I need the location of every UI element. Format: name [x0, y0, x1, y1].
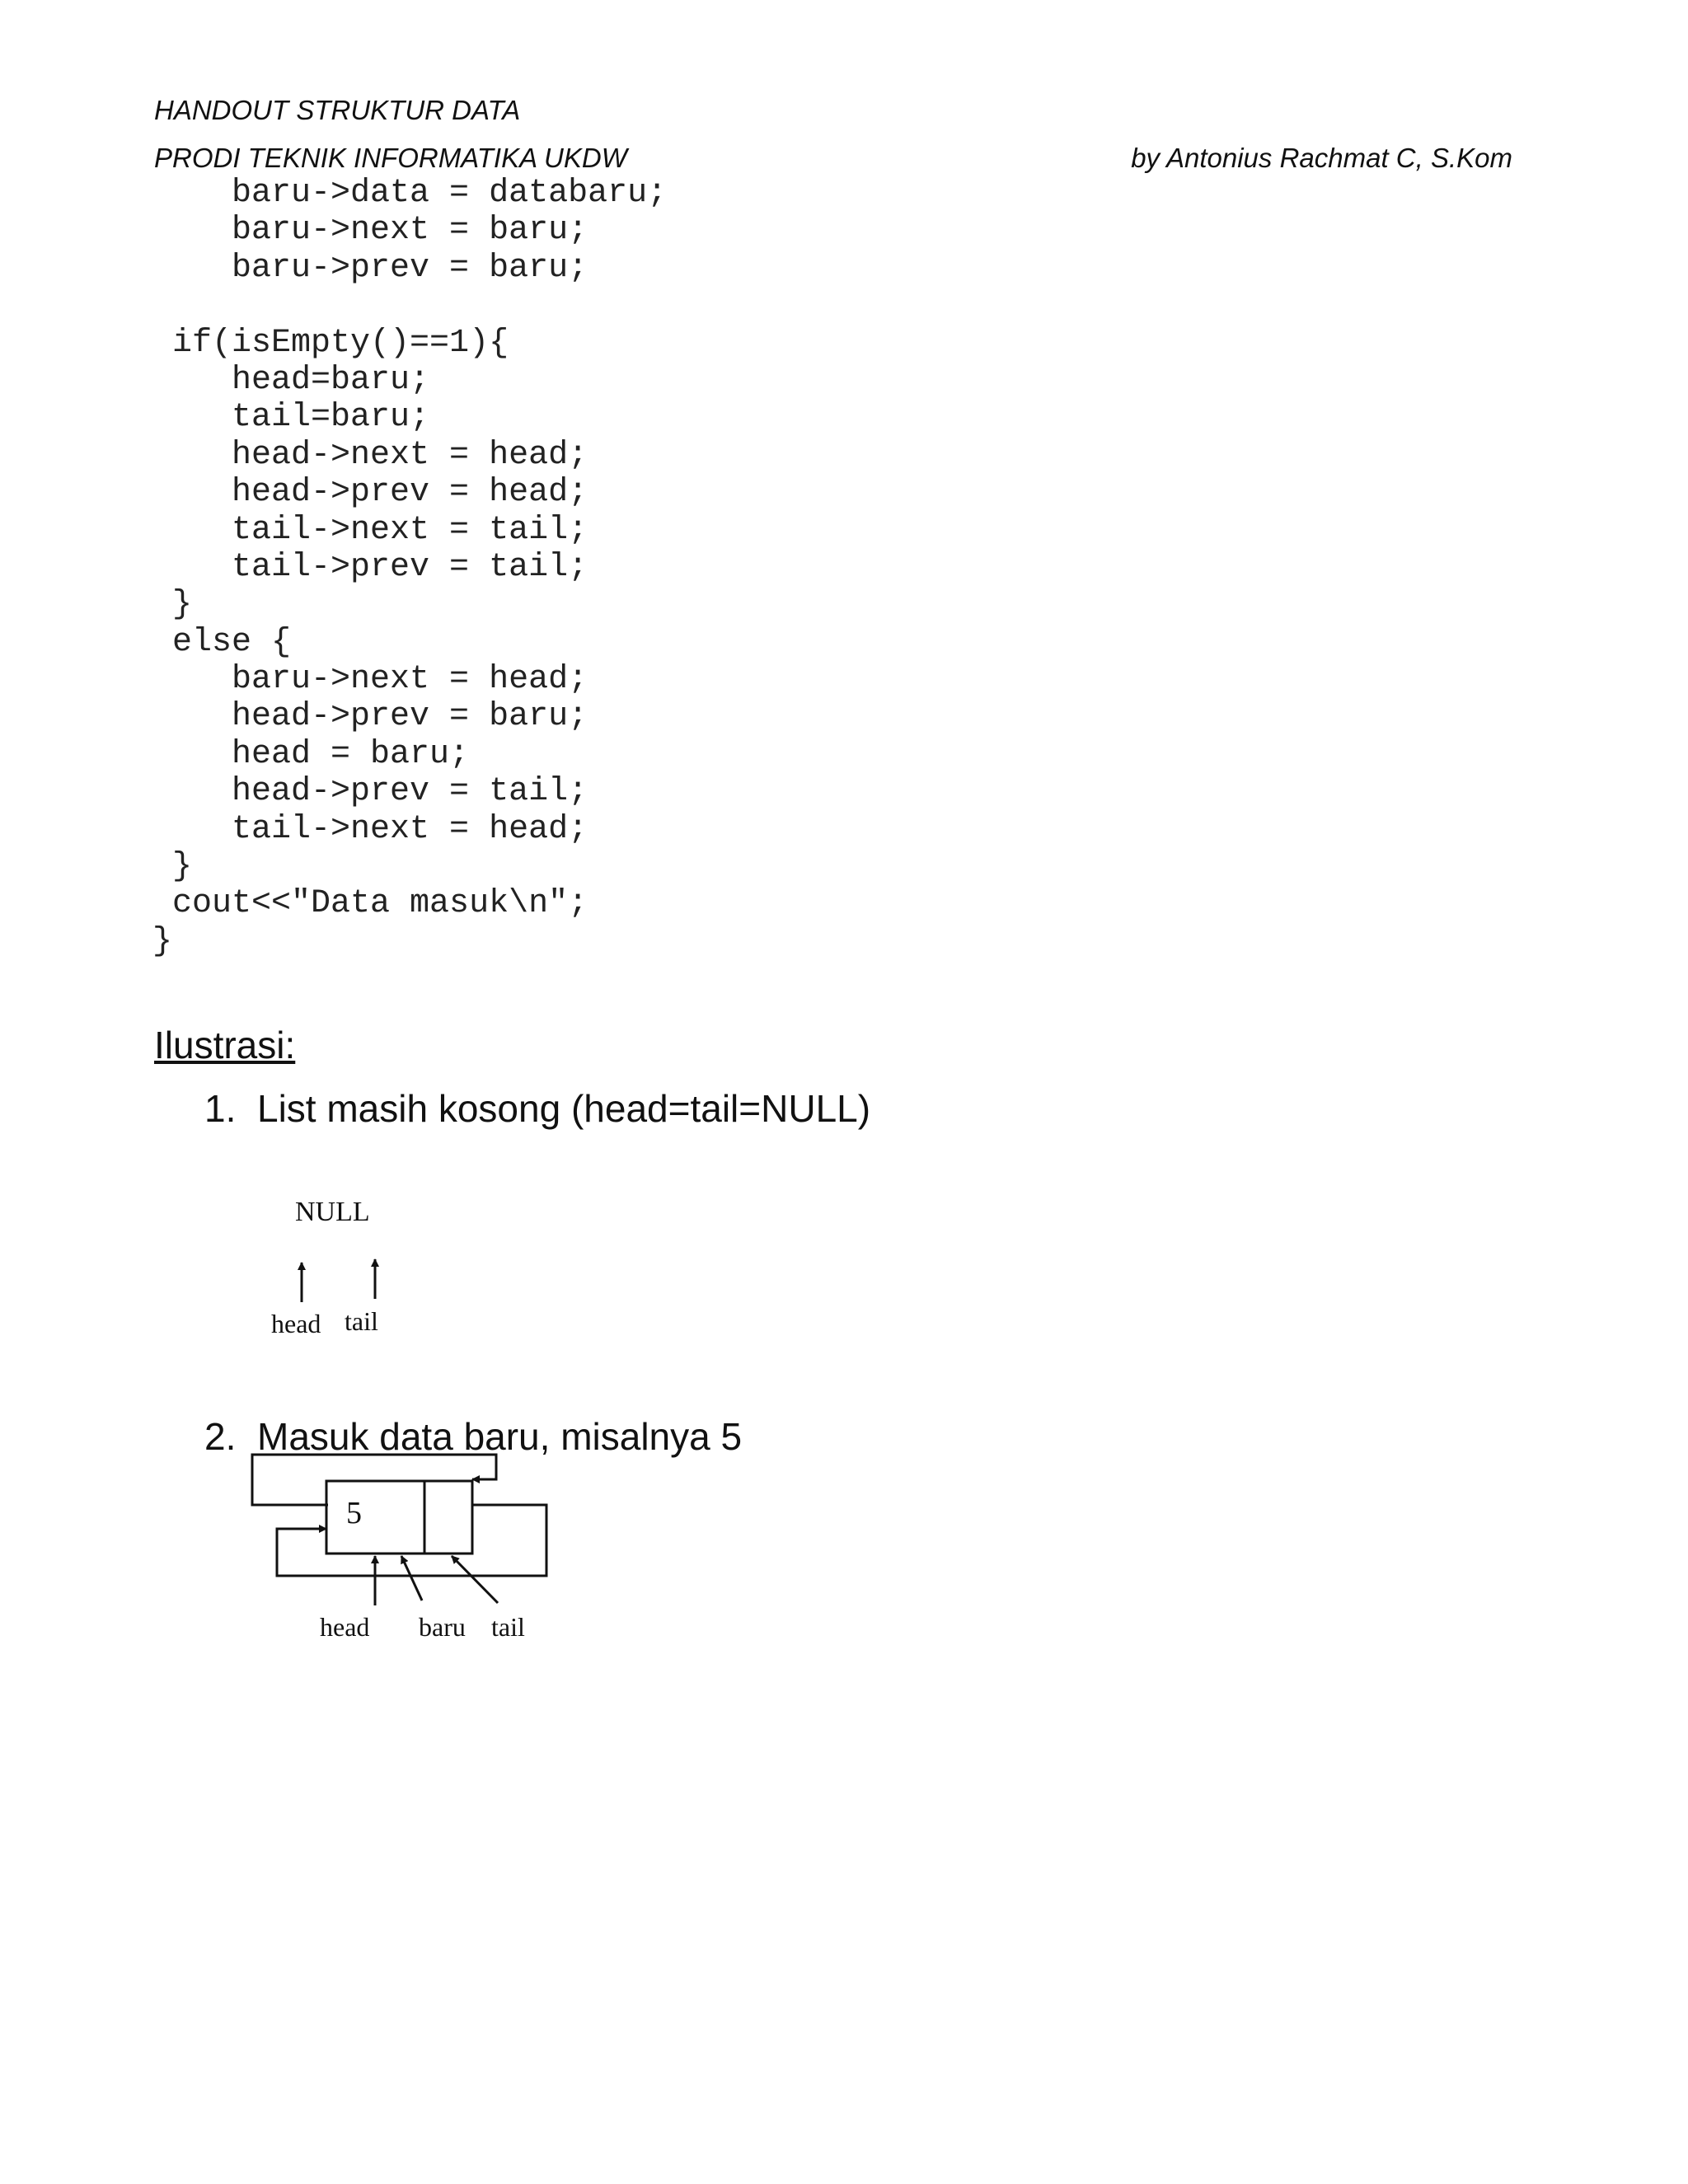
null-label: NULL	[295, 1197, 370, 1227]
code-line: baru->prev = baru;	[152, 249, 588, 287]
node-value: 5	[346, 1496, 362, 1530]
tail-node-arrow	[452, 1556, 498, 1603]
illustration-heading: Ilustrasi:	[154, 1024, 296, 1066]
author-credit: by Antonius Rachmat C, S.Kom	[1131, 143, 1512, 173]
code-line: }	[152, 848, 193, 886]
code-line: tail->prev = tail;	[152, 548, 588, 586]
code-line: head->prev = tail;	[152, 773, 588, 811]
code-line: if(isEmpty()==1){	[152, 324, 509, 362]
tail-label: tail	[491, 1612, 525, 1642]
code-line: head=baru;	[152, 361, 430, 399]
list-item-number: 1.	[204, 1087, 237, 1130]
head-label: head	[271, 1309, 321, 1338]
code-line: baru->next = head;	[152, 661, 588, 699]
single-node-diagram	[252, 1455, 546, 1642]
baru-node-arrow	[401, 1556, 422, 1601]
list-item-number: 2.	[204, 1415, 237, 1458]
code-line: baru->next = baru;	[152, 212, 588, 250]
tail-label: tail	[345, 1306, 378, 1336]
code-line: tail->next = tail;	[152, 511, 588, 549]
list-item-text: Masuk data baru, misalnya 5	[257, 1415, 743, 1458]
code-line: head->prev = head;	[152, 474, 588, 512]
code-line: head->prev = baru;	[152, 698, 588, 736]
head-label: head	[320, 1612, 370, 1642]
code-line: tail=baru;	[152, 399, 430, 437]
code-line: }	[152, 586, 193, 624]
baru-label: baru	[419, 1612, 466, 1642]
list-item-text: List masih kosong (head=tail=NULL)	[257, 1087, 871, 1130]
code-line: else {	[152, 623, 292, 661]
code-line: }	[152, 922, 173, 960]
code-line: cout<<"Data masuk\n";	[152, 885, 588, 923]
institution-name: PRODI TEKNIK INFORMATIKA UKDW	[154, 143, 627, 173]
code-line: baru->data = databaru;	[152, 175, 668, 212]
code-line: head->next = head;	[152, 436, 588, 474]
code-line: head = baru;	[152, 735, 470, 773]
next-loop-arrow	[277, 1505, 546, 1576]
code-line: tail->next = head;	[152, 810, 588, 848]
handout-title: HANDOUT STRUKTUR DATA	[154, 95, 521, 125]
